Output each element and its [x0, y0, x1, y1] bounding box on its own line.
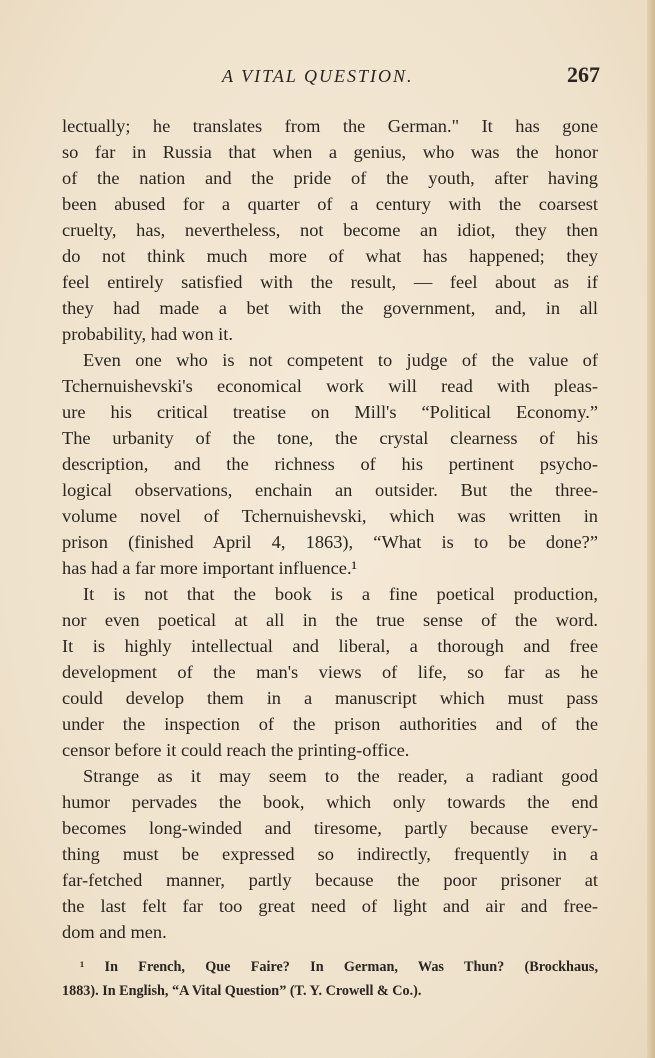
text-line: cruelty, has, nevertheless, not become an idiot, they then	[62, 220, 598, 240]
text-line: description, and the richness of his pertinent psycho-	[62, 454, 598, 474]
text-line: censor before it could reach the printing-office.	[62, 740, 410, 760]
text-line: Strange as it may seem to the reader, a radiant good	[83, 766, 598, 786]
text-line: thing must be expressed so indirectly, frequently in a	[62, 844, 598, 864]
text-line: The urbanity of the tone, the crystal clearness of his	[62, 428, 598, 448]
text-line: probability, had won it.	[62, 324, 233, 344]
text-line: Tchernuishevski's economical work will read with pleas-	[62, 376, 598, 396]
text-line: prison (finished April 4, 1863), “What is to be done?”	[62, 532, 598, 552]
text-line: development of the man's views of life, so far as he	[62, 662, 598, 682]
text-line: nor even poetical at all in the true sense of the word.	[62, 610, 598, 630]
page-header	[62, 62, 600, 92]
text-line: lectually; he translates from the German." It has gone	[62, 116, 598, 136]
body-text	[62, 113, 598, 945]
footnotes	[62, 955, 598, 1003]
page-edge-shadow	[647, 0, 655, 1058]
text-line: volume novel of Tchernuishevski, which was written in	[62, 506, 598, 526]
page-number: 267	[567, 62, 600, 87]
text-line: becomes long-winded and tiresome, partly because every-	[62, 818, 598, 838]
text-line: been abused for a quarter of a century with the coarsest	[62, 194, 598, 214]
text-line: Even one who is not competent to judge of the value of	[83, 350, 598, 370]
text-line: It is highly intellectual and liberal, a thorough and free	[62, 636, 598, 656]
text-line: logical observations, enchain an outsider. But the three-	[62, 480, 598, 500]
text-line: humor pervades the book, which only towards the end	[62, 792, 598, 812]
text-line: feel entirely satisfied with the result, — feel about as if	[62, 272, 598, 292]
text-line: under the inspection of the prison authorities and of the	[62, 714, 598, 734]
text-line: dom and men.	[62, 922, 167, 942]
text-line: they had made a bet with the government, and, in all	[62, 298, 598, 318]
text-line: do not think much more of what has happened; they	[62, 246, 598, 266]
text-line: It is not that the book is a fine poetical production,	[83, 584, 598, 604]
text-line: of the nation and the pride of the youth, after having	[62, 168, 598, 188]
footnote-line: ¹ In French, Que Faire? In German, Was Thun? (Brockhaus,	[80, 959, 598, 975]
text-line: could develop them in a manuscript which must pass	[62, 688, 598, 708]
text-line: the last felt far too great need of light and air and free-	[62, 896, 598, 916]
running-title: A VITAL QUESTION.	[222, 66, 414, 86]
text-line: has had a far more important influence.¹	[62, 558, 358, 578]
text-line: far-fetched manner, partly because the poor prisoner at	[62, 870, 598, 890]
text-line: ure his critical treatise on Mill's “Political Economy.”	[62, 402, 598, 422]
footnote-line: 1883). In English, “A Vital Question” (T. Y. Crowell & Co.).	[62, 983, 422, 999]
text-line: so far in Russia that when a genius, who was the honor	[62, 142, 598, 162]
